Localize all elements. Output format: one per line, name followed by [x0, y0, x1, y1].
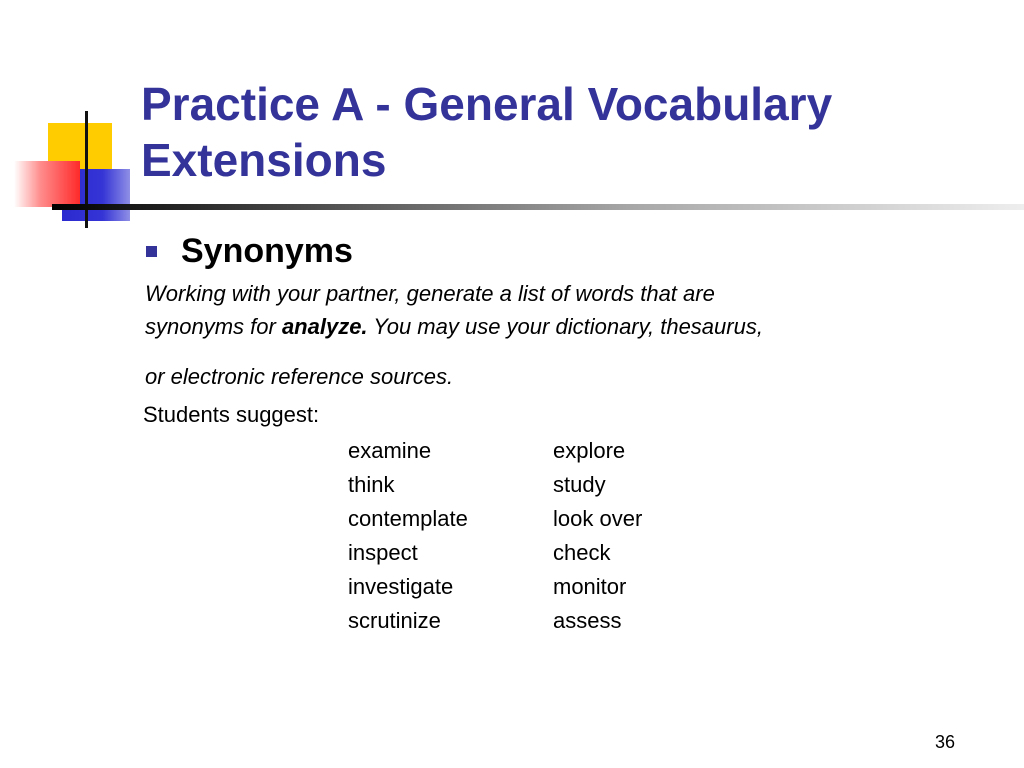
title-underline-rule [52, 204, 1024, 210]
instructions-line2-pre: synonyms for [145, 314, 282, 339]
word-row [348, 434, 753, 468]
word-item: study [553, 472, 606, 497]
instructions-line3: or electronic reference sources. [145, 364, 454, 389]
bullet-square-icon [146, 246, 157, 257]
students-suggest-label: Students suggest: [143, 402, 320, 427]
instructions-line2-post: You may use your dictionary, thesaurus, [367, 314, 763, 339]
word-item: think [348, 472, 395, 497]
slide-title [141, 76, 1001, 188]
word-item: examine [348, 438, 432, 463]
word-item: inspect [348, 540, 418, 565]
decorative-red-square [14, 161, 80, 207]
slide-title-line2: Extensions [141, 134, 387, 186]
decorative-vertical-line [85, 111, 88, 228]
word-item: investigate [348, 574, 454, 599]
word-item: contemplate [348, 506, 468, 531]
page-number: 36 [935, 732, 956, 752]
word-item: scrutinize [348, 608, 441, 633]
word-item: check [553, 540, 611, 565]
instructions-line1: Working with your partner, generate a list of words that are [145, 281, 715, 306]
bullet-item [146, 232, 353, 271]
word-row [348, 468, 753, 502]
word-item: explore [553, 438, 626, 463]
synonym-word-list [348, 434, 753, 638]
instructions-keyword: analyze. [281, 314, 368, 339]
word-item: assess [553, 608, 622, 633]
instructions-line2 [145, 314, 763, 340]
word-item: monitor [553, 574, 627, 599]
bullet-heading: Synonyms [181, 232, 353, 270]
slide-title-line1: Practice A - General Vocabulary [141, 78, 833, 130]
word-row [348, 570, 753, 604]
word-row [348, 502, 753, 536]
word-item: look over [553, 506, 643, 531]
word-row [348, 536, 753, 570]
word-row [348, 604, 753, 638]
